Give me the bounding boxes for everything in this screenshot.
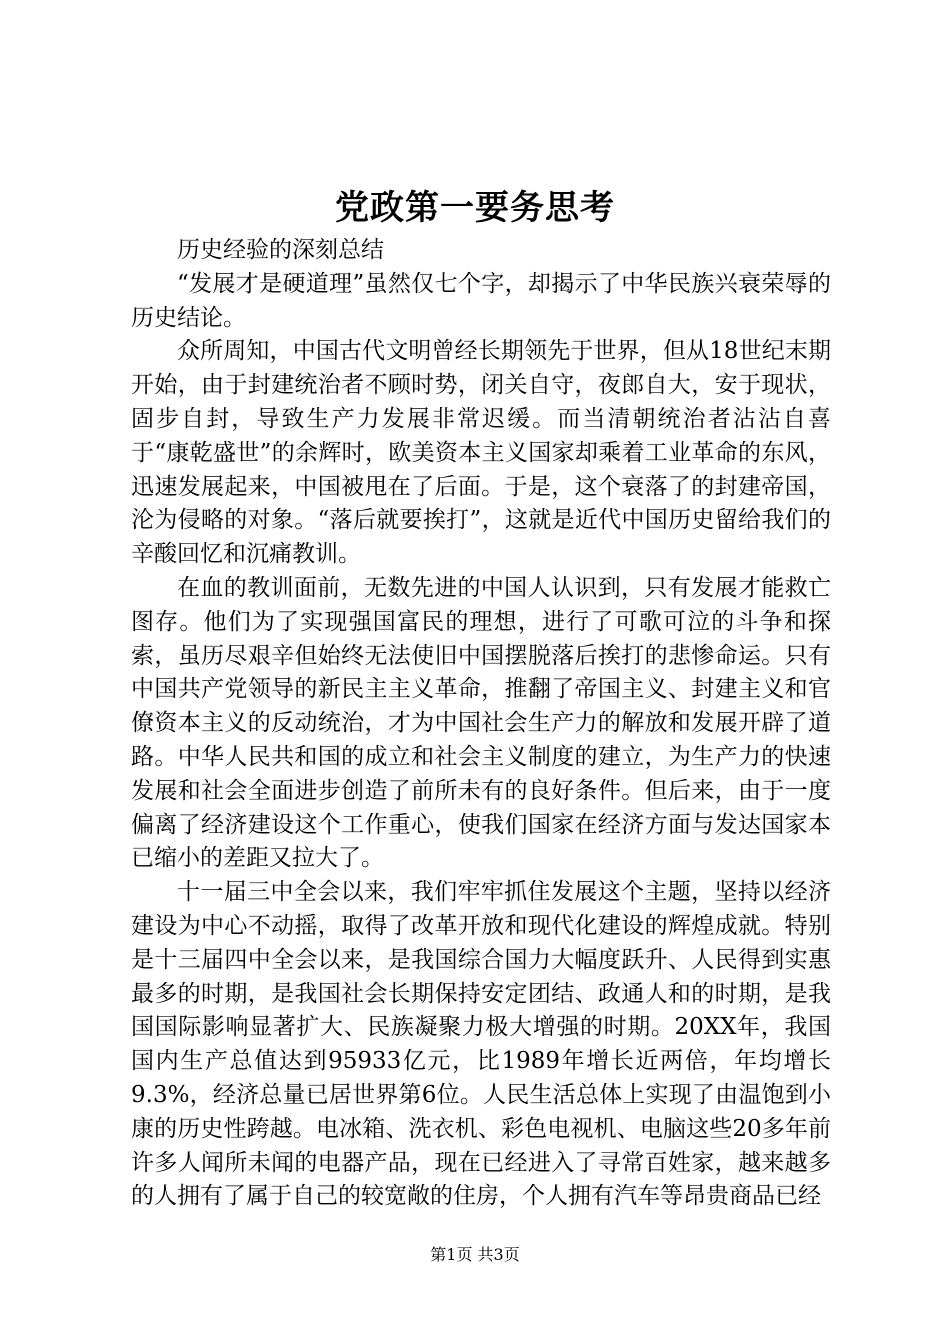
section-heading: 历史经验的深刻总结 bbox=[177, 237, 384, 263]
page-number-footer: 第1页 共3页 bbox=[430, 1245, 520, 1264]
document-title: 党政第一要务思考 bbox=[335, 188, 615, 228]
body-paragraph: 十一届三中全会以来，我们牢牢抓住发展这个主题，坚持以经济建设为中心不动摇，取得了改革开放和现代化建设的辉煌成就。特别是十三届四中全会以来，是我国综合国力大幅度跃升、人民得到实惠最多的时期，是我国社会长期保持安定团结、政通人和的时期，是我国国际影响显著扩大、民族凝聚力极大增强的时期。20XX年，我国国内生产总值达到95933亿元，比1989年增长近两倍，年均增长9.3%，经济总量已居世界第6位。人民生活总体上实现了由温饱到小康的历史性跨越。电冰箱、洗衣机、彩色电视机、电脑这些20多年前许多人闻所未闻的电器产品，现在已经进入了寻常百姓家，越来越多的人拥有了属于自己的较宽敞的住房，个人拥有汽车等昂贵商品已经 bbox=[131, 879, 831, 1210]
body-paragraph: 在血的教训面前，无数先进的中国人认识到，只有发展才能救亡图存。他们为了实现强国富民的理想，进行了可歌可泣的斗争和探索，虽历尽艰辛但始终无法使旧中国摆脱落后挨打的悲惨命运。只有中国共产党领导的新民主主义革命，推翻了帝国主义、封建主义和官僚资本主义的反动统治，才为中国社会生产力的解放和发展开辟了道路。中华人民共和国的成立和社会主义制度的建立，为生产力的快速发展和社会全面进步创造了前所未有的良好条件。但后来，由于一度偏离了经济建设这个工作重心，使我们国家在经济方面与发达国家本已缩小的差距又拉大了。 bbox=[131, 574, 831, 872]
document-body bbox=[131, 234, 831, 1214]
body-paragraph: “发展才是硬道理”虽然仅七个字，却揭示了中华民族兴衰荣辱的历史结论。 bbox=[131, 270, 831, 331]
body-paragraph: 众所周知，中国古代文明曾经长期领先于世界，但从18世纪末期开始，由于封建统治者不顾时势，闭关自守，夜郎自大，安于现状，固步自封，导致生产力发展非常迟缓。而当清朝统治者沾沾自喜于“康乾盛世”的余辉时，欧美资本主义国家却乘着工业革命的东风，迅速发展起来，中国被甩在了后面。于是，这个衰落了的封建帝国，沦为侵略的对象。“落后就要挨打”，这就是近代中国历史留给我们的辛酸回忆和沉痛教训。 bbox=[131, 338, 831, 568]
